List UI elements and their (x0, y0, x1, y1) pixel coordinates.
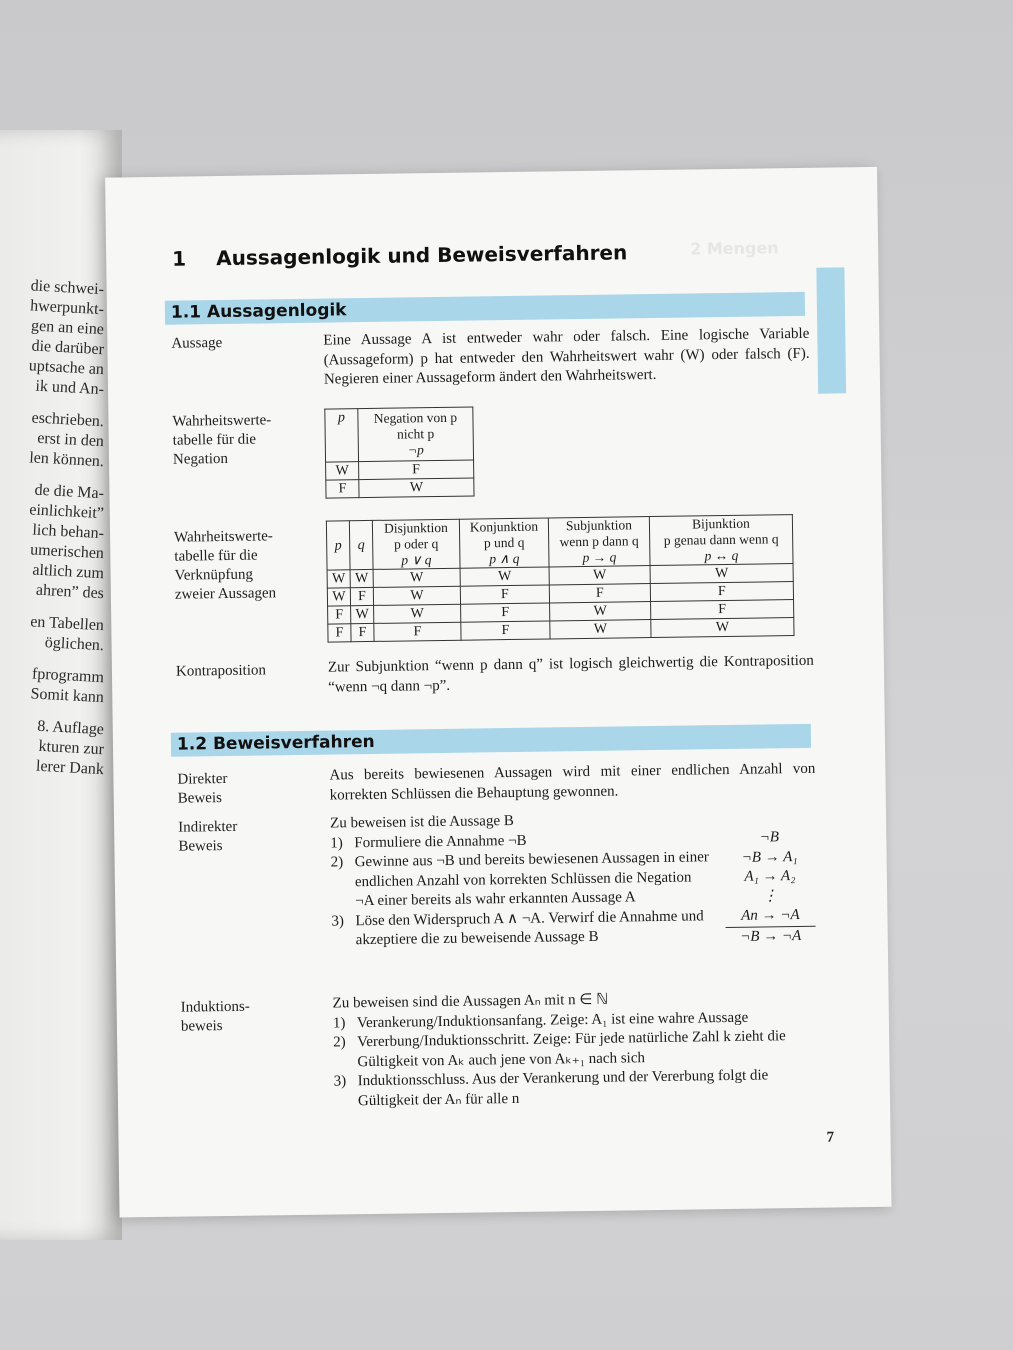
left-page-line: ik und An- (35, 377, 105, 399)
label-connective-table: Wahrheitswerte-tabelle für die Verknüpfung zweier Aussagen (173, 528, 277, 603)
table-row (326, 478, 474, 498)
chapter-number: 1 (172, 246, 187, 271)
formula-line: A₁ → A₂ (744, 868, 796, 885)
table-cell: W (373, 586, 460, 605)
left-page-line: gen an eine (30, 317, 105, 339)
table-cell: W (359, 478, 474, 498)
induktionsbeweis-steps (332, 988, 820, 1112)
neg-header-line2: nicht p (396, 426, 435, 442)
chapter-side-tab (816, 267, 846, 393)
left-page-line: fprogramm (31, 665, 105, 687)
list-item (333, 1027, 819, 1073)
step-text: Induktionsschluss. Aus der Verankerung und der Vererbung folgt die Gültigkeit der Aₙ für alle n (357, 1067, 769, 1109)
conn-header-p: p (326, 521, 350, 570)
table-cell: F (328, 624, 351, 642)
step-number: 3) (331, 912, 345, 930)
label-aussage: Aussage (171, 335, 223, 352)
left-page-line: einlichkeit” (28, 501, 105, 523)
conn-header-line: p → q (582, 549, 617, 566)
conn-header-line: p genau dann wenn q (663, 531, 779, 548)
left-page-line: lich behan- (32, 521, 105, 543)
conn-header-line: wenn p dann q (559, 533, 639, 550)
list-item (331, 907, 712, 951)
neg-header-line3: ¬p (407, 442, 424, 458)
text-direkter-beweis: Aus bereits bewiesenen Aussagen wird mit einer endlichen Anzahl von korrekten Schlüssen die Behauptung gewonnen. (329, 760, 816, 804)
label-direkter-beweis: Direkter Beweis (177, 770, 228, 807)
neg-header-p: p (325, 409, 359, 462)
text-kontraposition: Zur Subjunktion “wenn p dann q” ist logisch gleichwertig die Kontraposition “wenn ¬q dann ¬p”. (327, 652, 814, 696)
step-text: Formuliere die Annahme ¬B (354, 832, 527, 851)
conn-header-line: p ∧ q (489, 550, 520, 567)
left-page-line: uptsache an (28, 357, 105, 379)
conn-header-line: Disjunktion (383, 519, 448, 536)
step-text: Verankerung/Induktionsanfang. Zeige: A₁ ist eine wahre Aussage (356, 1009, 749, 1031)
label-negation-table: Wahrheitswerte-tabelle für die Negation (172, 412, 272, 468)
table-cell: F (651, 600, 794, 620)
left-page-line: Somit kann (30, 685, 105, 707)
table-cell: W (326, 462, 359, 480)
left-page-text (4, 275, 124, 779)
label-indirekter-beweis: Indirekter Beweis (178, 818, 238, 855)
right-page (105, 167, 891, 1218)
table-row (326, 460, 474, 480)
list-item (331, 848, 712, 912)
step-text: Gewinne aus ¬B und bereits bewiesenen Aussagen in einer endlichen Anzahl von korrekten Schlüssen die Negation ¬A einer bereits als wahr erkannten Aussage A (354, 849, 709, 910)
formula-line: ¬B → A₁ (741, 848, 798, 866)
conn-header-line: p und q (483, 534, 525, 551)
formula-line: ⋮ (762, 887, 778, 905)
conn-header-subjunktion (548, 517, 650, 567)
table-cell: F (350, 587, 373, 605)
negation-truth-table (324, 407, 474, 499)
conn-header-line: Konjunktion (469, 518, 539, 535)
proof-chain-formula (724, 828, 816, 947)
table-cell: F (351, 623, 374, 641)
table-cell: F (328, 606, 351, 624)
table-cell: F (461, 621, 550, 640)
left-page-line: lerer Dank (35, 757, 105, 779)
step-text: Löse den Widerspruch A ∧ ¬A. Verwirf die Annahme und akzeptiere die zu beweisende Aussage B (355, 907, 704, 949)
conn-header-line: Subjunktion (565, 517, 633, 534)
neg-header-negation (358, 407, 474, 462)
section-heading-aussagenlogik: 1.1 Aussagenlogik (165, 292, 805, 325)
list-item (334, 1066, 820, 1112)
table-cell: F (650, 582, 793, 602)
left-page-line: en Tabellen (29, 613, 105, 635)
conn-header-line: p ↔ q (704, 547, 739, 564)
left-page-line: die schwei- (30, 277, 105, 299)
table-cell: W (549, 566, 650, 585)
formula-line: ¬B (759, 829, 780, 846)
step-number: 1) (330, 834, 343, 852)
step-text: Vererbung/Induktionsschritt. Zeige: Für jede natürliche Zahl k zieht die Gültigkeit von Aₖ auch jene von Aₖ₊₁ nach sich (357, 1028, 786, 1070)
left-page-line: len können. (28, 449, 105, 471)
table-cell: W (327, 588, 350, 606)
left-page-line: ahren” des (35, 581, 105, 603)
conn-header-bijunktion (649, 515, 793, 566)
table-cell: F (460, 585, 549, 604)
conn-header-konjunktion (459, 518, 549, 568)
indirekt-intro: Zu beweisen ist die Aussage B (329, 812, 514, 832)
page-number: 7 (826, 1129, 835, 1146)
step-number: 3) (333, 1073, 347, 1090)
table-cell: W (351, 605, 374, 623)
left-page-line: 8. Auflage (36, 717, 105, 739)
conn-header-disjunktion (372, 519, 460, 569)
table-cell: W (651, 618, 794, 638)
table-cell: F (549, 584, 650, 603)
left-facing-page (0, 130, 122, 1240)
conn-header-q: q (349, 520, 373, 569)
formula-line: An → ¬A (741, 907, 800, 924)
text-aussage: Eine Aussage A ist entweder wahr oder falsch. Eine logische Variable (Aussageform) p hat entweder den Wahrheitswert wahr (W) oder falsch (F). Negieren einer Aussageform ändert den Wahrheitswert. (323, 325, 810, 388)
left-page-line: de die Ma- (34, 481, 105, 503)
neg-header-line1: Negation von p (373, 409, 458, 426)
label-kontraposition: Kontraposition (175, 662, 267, 680)
show-through-text: 2 Mengen (689, 238, 779, 259)
step-number: 1) (332, 1014, 346, 1032)
table-cell: W (374, 604, 461, 623)
table-cell: W (460, 567, 549, 586)
left-page-line: erst in den (36, 429, 105, 451)
induktion-intro: Zu beweisen sind die Aussagen Aₙ mit n ∈ ℕ (332, 991, 609, 1012)
left-page-line: die darüber (31, 337, 105, 359)
table-cell: W (373, 568, 460, 587)
step-number: 2) (333, 1034, 346, 1051)
left-page-line: eschrieben. (31, 409, 105, 431)
left-page-line: kturen zur (38, 737, 105, 759)
conn-header-line: Bijunktion (691, 515, 750, 532)
section-heading-beweisverfahren: 1.2 Beweisverfahren (171, 724, 811, 757)
left-page-line: hwerpunkt- (29, 297, 105, 319)
chapter-title: Aussagenlogik und Beweisverfahren (216, 240, 628, 271)
label-induktionsbeweis: Induktions-beweis (180, 998, 250, 1035)
table-cell: F (374, 622, 461, 641)
left-page-line: altlich zum (32, 561, 105, 583)
table-cell: F (359, 460, 474, 480)
formula-conclusion: ¬B → ¬A (726, 925, 816, 947)
connective-truth-table (326, 514, 795, 643)
left-page-line: umerischen (29, 541, 105, 563)
chapter-heading (172, 240, 627, 270)
table-cell: W (550, 602, 651, 621)
table-cell: F (326, 480, 359, 498)
left-page-line: öglichen. (44, 634, 105, 655)
table-cell: W (350, 569, 373, 587)
conn-header-line: p oder q (393, 536, 439, 552)
table-cell: W (327, 570, 350, 588)
step-number: 2) (330, 854, 344, 871)
indirekter-beweis-steps (330, 809, 712, 951)
table-cell: F (461, 603, 550, 622)
table-cell: W (650, 564, 793, 584)
table-cell: W (550, 620, 651, 639)
conn-header-line: p ∨ q (401, 552, 432, 568)
